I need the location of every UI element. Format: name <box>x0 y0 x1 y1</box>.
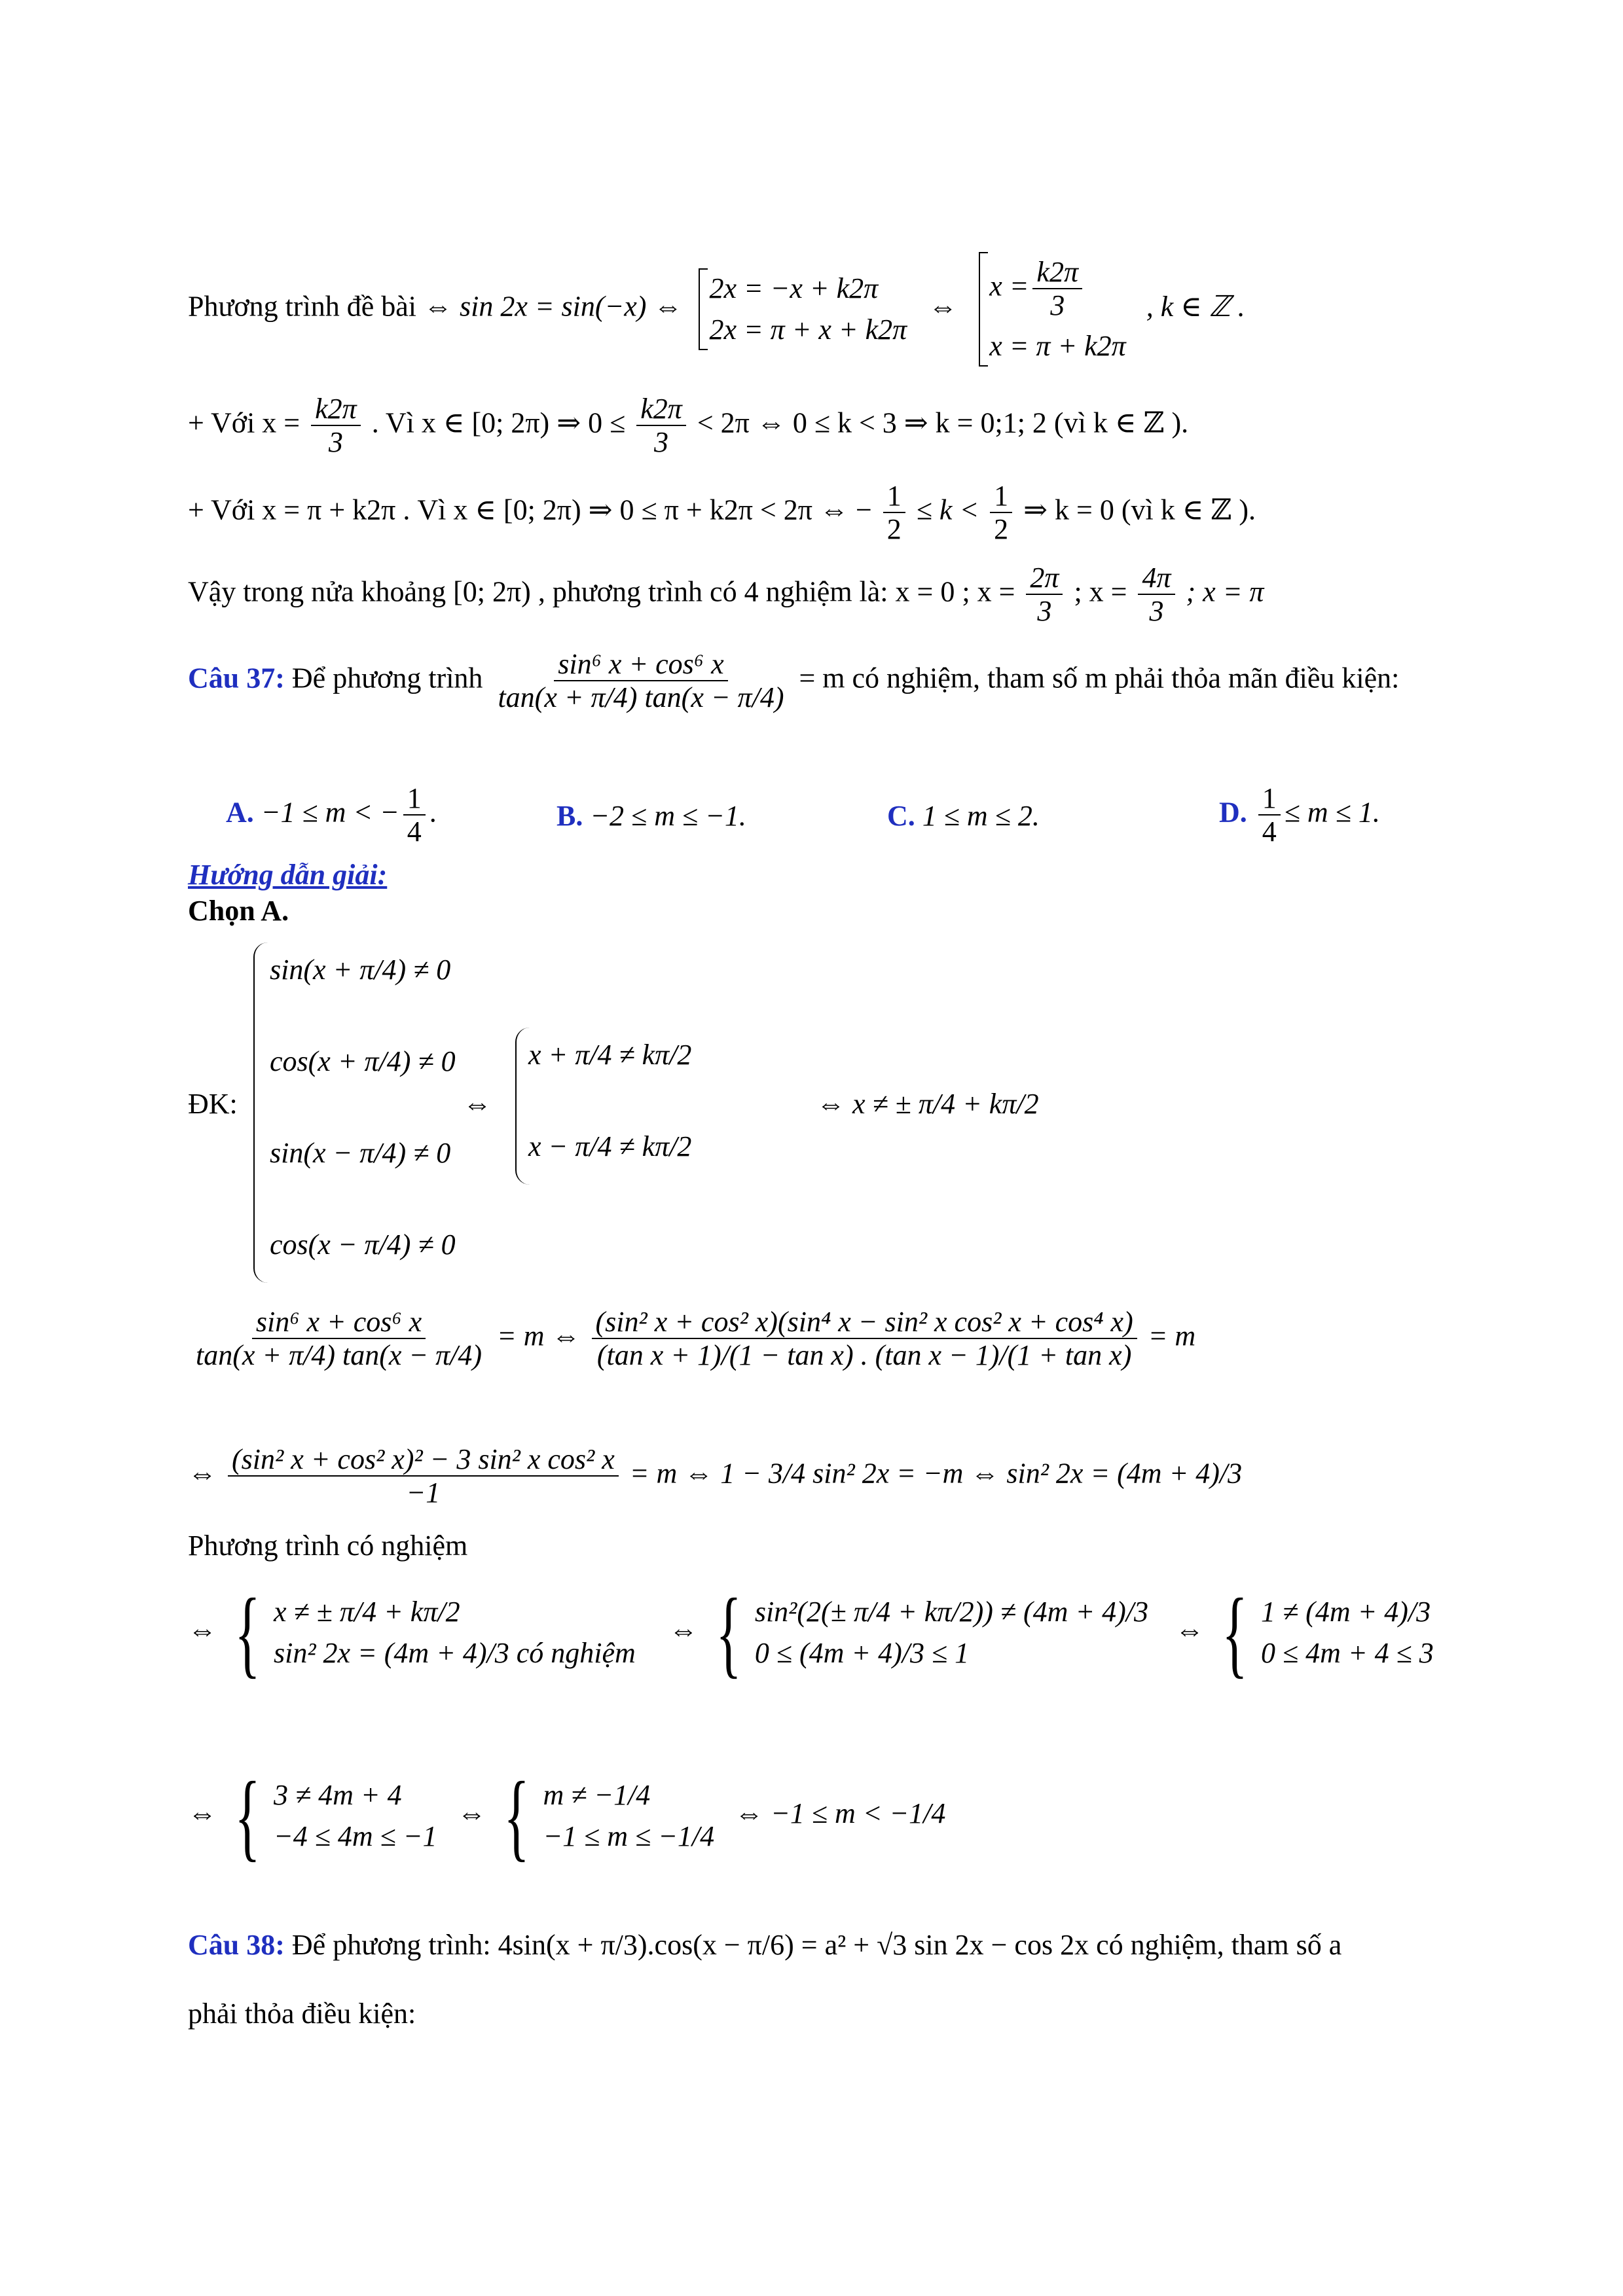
equation: ⇔ sin 2x = sin(−x) ⇔ <box>423 290 683 323</box>
question-label: Câu 37: <box>188 662 285 694</box>
case-row: x = $\frac{k2\pi}{3}$ <box>989 256 1126 322</box>
step-2: ⇔ $\frac{\text{(sin² x + cos² x)² − 3 sin² x cos² x}}{-1}$ = m ⇔ 1 − 3/4 sin² 2x = −m ⇔ sin² 2x = (4m + 4)/3 <box>188 1443 1243 1509</box>
case-row: x = π + k2π <box>989 329 1126 362</box>
step-1: $\frac{\text{sin⁶ x + cos⁶ x}}{\tan(x + \pi/4) \tan(x - \pi/4)}$ = m ⇔ $\frac{\text{(sin² x + cos² x)(sin⁴ x − sin² x cos² x + cos⁴ x)}}{\text{(tan x + 1)/(1 − tan x) . (tan x − 1)/(1 + tan x)}}$ = m <box>196 1306 1196 1372</box>
systems-row-2: ⇔ { 3 ≠ 4m + 4 −4 ≤ 4m ≤ −1 ⇔ { m ≠ −1/4 −1 ≤ m ≤ −1/4 ⇔ −1 ≤ m < −1/4 <box>188 1762 946 1871</box>
has-solution: Phương trình có nghiệm <box>188 1530 468 1562</box>
option-d[interactable]: D. $\frac{1}{4}$ ≤ m ≤ 1. <box>1219 782 1380 848</box>
domain: , k ∈ ℤ . <box>1146 290 1245 323</box>
systems-row-1: ⇔ { x ≠ ± π/4 + kπ/2 sin² 2x = (4m + 4)/3 có nghiệm ⇔ { sin²(2(± π/4 + kπ/2)) ≠ (4m + 4)/3 0 ≤ (4m + 4)/3 ≤ 1 ⇔ { 1 ≠ (4m + 4)/3 0 ≤ 4m + 4 ≤ 3 <box>188 1579 1434 1687</box>
option-c[interactable]: C. 1 ≤ m ≤ 2. <box>887 800 1040 832</box>
document-page: Phương trình đề bài ⇔ sin 2x = sin(−x) ⇔ 2x = −x + k2π 2x = π + x + k2π ⇔ x = $\frac{k2\pi}{3}$ x = π + k2π , k ∈ ℤ . + Với x = $\frac{k2\pi}{3}$ . Vì x ∈ [0; 2π) ⇒ 0 ≤ $\frac{k2\pi}{3}$ < 2π ⇔ 0 ≤ k < 3 ⇒ k = 0;1; 2 (vì k ∈ ℤ ). + Với x = π + k2π . Vì x ∈ [0; 2π) ⇒ 0 ≤ π + k2π < 2π ⇔ − $\frac{1}{2}$ ≤ k < $\frac{1}{2}$ ⇒ k = 0 (vì k ∈ ℤ ). Vậy trong nửa khoảng [0; 2π) , phương trình có 4 nghiệm là: x = 0 ; x = $\frac{2\pi}{3}$ ; x = $\frac{4\pi}{3}$ ; x = π Câu 37: Để phương trình $\frac{\text{sin⁶ x + cos⁶ x}}{\tan(x + \pi/4) \tan(x - \pi/4)}$ = m có nghiệm, tham số m phải thỏa mãn điều kiện: A. −1 ≤ m < − $\frac{1}{4}$ . B. −2 ≤ m ≤ −1. C. 1 ≤ m ≤ 2. D. $\frac{1}{4}$ ≤ m ≤ 1. Hướng dẫn giải: Chọn A. ĐK: sin(x + π/4) ≠ 0 cos(x + π/4) ≠ 0 sin(x − π/4) ≠ 0 cos(x − π/4) ≠ 0 ⇔ x + π/4 ≠ kπ/2 x − π/4 ≠ kπ/2 ⇔ x ≠ ± π/4 + kπ/2 $\frac{\text{sin⁶ x + cos⁶ x}}{\tan(x + \pi/4) \tan(x - \pi/4)}$ = m ⇔ $\frac{\text{(sin² x + cos² x)(sin⁴ x − sin² x cos² x + cos⁴ x)}}{\text{(tan x + 1)/(1 − tan x) . (tan x − 1)/(1 + tan x)}}$ = m ⇔ $\frac{\text{(sin² x + cos² x)² − 3 sin² x cos² x}}{-1}$ = m ⇔ 1 − 3/4 sin² 2x = −m ⇔ sin² 2x = (4m + 4)/3 Phương trình có nghiệm ⇔ { x ≠ ± π/4 + kπ/2 sin² 2x = (4m + 4)/3 có nghiệm ⇔ { sin²(2(± π/4 + kπ/2)) ≠ (4m + 4)/3 0 ≤ (4m + 4)/3 ≤ 1 ⇔ { 1 ≠ (4m + 4)/3 0 ≤ 4m + 4 ≤ 3 ⇔ { 3 ≠ 4m + 4 −4 ≤ 4m ≤ −1 ⇔ { m ≠ −1/4 −1 ≤ m ≤ −1/4 ⇔ −1 ≤ m < −1/4 Câu 38: Để phương trình: 4sin(x + π/3).cos(x − π/6) = a² + √3 sin 2x − cos 2x có nghiệm, tham số a phải thỏa điều kiện: <box>0 0 1623 2296</box>
solution-line-1: Phương trình đề bài ⇔ sin 2x = sin(−x) ⇔ 2x = −x + k2π 2x = π + x + k2π ⇔ x = $\frac{k2\pi}{3}$ x = π + k2π , k ∈ ℤ . <box>188 252 1245 367</box>
case-row: 2x = π + x + k2π <box>709 313 907 346</box>
question-label: Câu 38: <box>188 1929 285 1961</box>
question-37: Câu 37: Để phương trình $\frac{\text{sin⁶ x + cos⁶ x}}{\tan(x + \pi/4) \tan(x - \pi/4)}$ = m có nghiệm, tham số m phải thỏa mãn điều kiện: <box>188 648 1400 714</box>
guide-heading: Hướng dẫn giải: <box>188 859 388 891</box>
option-b[interactable]: B. −2 ≤ m ≤ −1. <box>556 800 746 832</box>
solution-line-2: + Với x = $\frac{k2\pi}{3}$ . Vì x ∈ [0; 2π) ⇒ 0 ≤ $\frac{k2\pi}{3}$ < 2π ⇔ 0 ≤ k < 3 ⇒ k = 0;1; 2 (vì k ∈ ℤ ). <box>188 393 1189 459</box>
case-row: 2x = −x + k2π <box>709 272 879 304</box>
solution-conclusion: Vậy trong nửa khoảng [0; 2π) , phương trình có 4 nghiệm là: x = 0 ; x = $\frac{2\pi}{3}$ ; x = $\frac{4\pi}{3}$ ; x = π <box>188 562 1264 628</box>
question-38: Câu 38: Để phương trình: 4sin(x + π/3).cos(x − π/6) = a² + √3 sin 2x − cos 2x có nghiệm, tham số a <box>188 1929 1342 1961</box>
solution-line-3: + Với x = π + k2π . Vì x ∈ [0; 2π) ⇒ 0 ≤ π + k2π < 2π ⇔ − $\frac{1}{2}$ ≤ k < $\frac{1}{2}$ ⇒ k = 0 (vì k ∈ ℤ ). <box>188 480 1256 546</box>
answer-choice: Chọn A. <box>188 895 289 927</box>
question-38-cont: phải thỏa điều kiện: <box>188 1998 416 2030</box>
label: Phương trình đề bài <box>188 290 416 323</box>
option-a[interactable]: A. −1 ≤ m < − $\frac{1}{4}$ . <box>226 782 437 848</box>
